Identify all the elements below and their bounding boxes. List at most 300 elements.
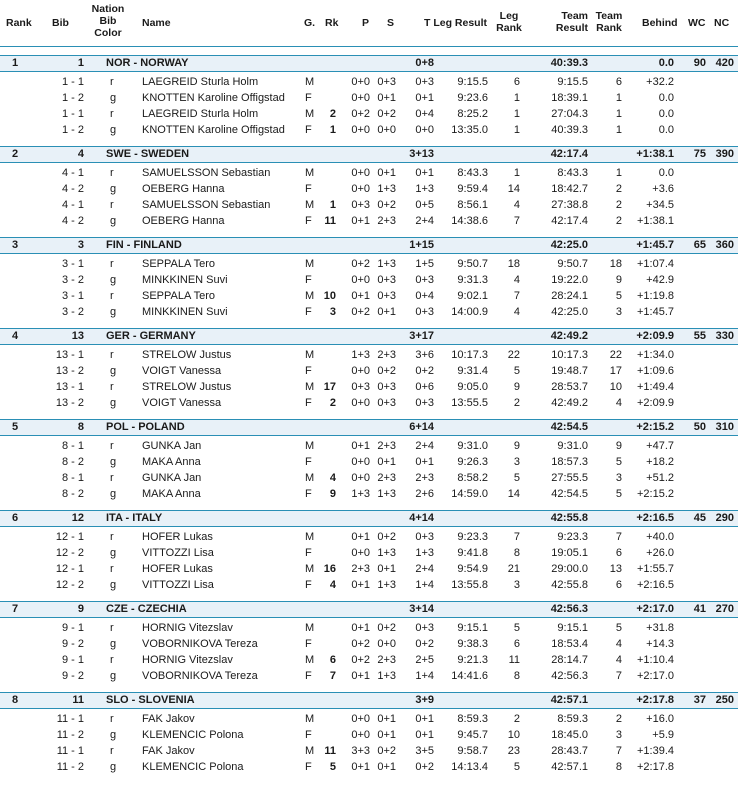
leg-rank: 8 [513,670,520,682]
team-cumulative-rank: 18 [609,258,622,270]
standing-shooting: 0+2 [377,365,396,377]
standing-shooting: 0+1 [377,563,396,575]
leg-time: 9:31.4 [457,365,488,377]
team-cumulative-result: 18:39.1 [551,92,588,104]
leg-bib-color: r [110,349,114,361]
team-cumulative-rank: 2 [615,215,622,227]
standing-shooting: 2+3 [377,440,396,452]
leg-time: 9:26.3 [457,456,488,468]
leg-bib: 1 - 1 [61,108,84,120]
team-cumulative-rank: 3 [615,306,622,318]
team-cumulative-result: 42:57.1 [551,761,588,773]
leg-bib-color: g [110,274,117,286]
athlete-name: HORNIG Vitezslav [142,654,233,666]
leg-bib: 3 - 2 [61,274,84,286]
prone-shooting: 0+0 [351,713,370,725]
team-penalties-total: 0+8 [415,57,434,69]
leg-penalties-total: 2+3 [415,472,434,484]
team-cumulative-rank: 9 [615,440,622,452]
leg-row [0,529,738,545]
leg-row [0,197,738,213]
team-nation: ITA - ITALY [106,512,163,524]
team-penalties-total: 4+14 [409,512,434,524]
leg-bib: 12 - 2 [55,579,84,591]
athlete-name: KNOTTEN Karoline Offigstad [142,124,285,136]
team-result: 42:55.8 [550,512,588,524]
athlete-gender: M [305,108,315,120]
leg-behind: +2:09.9 [636,397,674,409]
leg-bib: 1 - 1 [61,76,84,88]
athlete-gender: M [305,622,315,634]
team-cumulative-rank: 3 [615,729,622,741]
leg-bib-color: g [110,761,117,773]
leg-bib-color: r [110,108,114,120]
header-nc: NC [714,17,730,29]
header-rk: Rk [325,17,339,29]
team-result: 42:49.2 [550,330,588,342]
team-cumulative-result: 27:38.8 [551,199,588,211]
athlete-name: SAMUELSSON Sebastian [142,199,271,211]
leg-rank: 4 [513,274,520,286]
athlete-name: VITTOZZI Lisa [142,547,214,559]
leg-rank: 4 [513,306,520,318]
leg-row [0,106,738,122]
leg-time: 9:15.1 [457,622,488,634]
prone-shooting: 0+1 [351,579,370,591]
athlete-name: KLEMENCIC Polona [142,729,244,741]
leg-rank: 3 [513,456,520,468]
prone-shooting: 0+0 [351,124,370,136]
prone-shooting: 0+1 [351,440,370,452]
leg-time: 9:59.4 [457,183,488,195]
team-cumulative-result: 9:15.1 [557,622,588,634]
athlete-name: VOBORNIKOVA Tereza [142,638,258,650]
team-cumulative-result: 18:53.4 [551,638,588,650]
athlete-name: STRELOW Justus [142,381,232,393]
team-penalties-total: 1+15 [409,239,434,251]
team-cumulative-result: 18:57.3 [551,456,588,468]
leg-rank: 2 [513,713,520,725]
team-wc-points: 65 [693,239,706,251]
leg-rank: 5 [513,365,520,377]
leg-row [0,395,738,411]
team-cumulative-rank: 22 [609,349,622,361]
leg-bib-color: g [110,456,117,468]
leg-penalties-total: 0+3 [415,397,434,409]
header-prone: P [362,17,370,29]
header-bib: Bib [52,17,69,29]
athlete-gender: M [305,199,315,211]
leg-bib-color: g [110,638,117,650]
leg-bib-color: r [110,531,114,543]
leg-rk: 4 [329,472,336,484]
team-bib: 13 [71,330,84,342]
team-behind: 0.0 [658,57,674,69]
leg-behind: +1:10.4 [636,654,674,666]
team-cumulative-rank: 10 [609,381,622,393]
team-nc-points: 330 [715,330,734,342]
team-behind: +2:16.5 [636,512,674,524]
leg-bib-color: g [110,579,117,591]
team-cumulative-rank: 6 [615,76,622,88]
leg-rank: 9 [513,381,520,393]
team-rank: 8 [12,694,19,706]
leg-penalties-total: 0+6 [415,381,434,393]
leg-rank: 5 [513,472,520,484]
leg-rk: 10 [323,290,336,302]
standing-shooting: 0+3 [377,381,396,393]
team-cumulative-rank: 17 [609,365,622,377]
leg-bib: 4 - 1 [61,199,84,211]
team-rank: 5 [12,421,19,433]
athlete-gender: M [305,381,315,393]
leg-bib: 11 - 1 [56,745,84,757]
leg-time: 14:38.6 [451,215,488,227]
standing-shooting: 0+2 [377,199,396,211]
leg-penalties-total: 0+1 [415,456,434,468]
team-bib: 8 [77,421,84,433]
standing-shooting: 0+1 [377,761,396,773]
team-cumulative-result: 8:43.3 [557,167,588,179]
team-rank: 2 [12,148,19,160]
standing-shooting: 0+1 [377,306,396,318]
team-penalties-total: 3+13 [409,148,434,160]
leg-penalties-total: 0+2 [415,365,434,377]
team-nc-points: 390 [715,148,734,160]
team-behind: +2:17.0 [636,603,674,615]
team-cumulative-result: 28:53.7 [551,381,588,393]
team-result: 40:39.3 [550,57,588,69]
header-team-result: Team Result [555,10,588,34]
leg-rank: 23 [507,745,520,757]
standing-shooting: 0+1 [377,713,396,725]
leg-bib-color: g [110,729,117,741]
standing-shooting: 0+1 [377,167,396,179]
prone-shooting: 3+3 [351,745,370,757]
results-header [0,0,738,47]
prone-shooting: 1+3 [351,488,370,500]
leg-rank: 8 [513,547,520,559]
team-cumulative-rank: 1 [615,124,622,136]
athlete-name: KNOTTEN Karoline Offigstad [142,92,285,104]
team-cumulative-rank: 2 [615,713,622,725]
team-cumulative-result: 28:14.7 [551,654,588,666]
leg-bib-color: r [110,381,114,393]
team-cumulative-result: 18:42.7 [551,183,588,195]
team-nc-points: 360 [715,239,734,251]
leg-rank: 9 [513,440,520,452]
leg-rank: 3 [513,579,520,591]
leg-rk: 6 [329,654,336,666]
leg-penalties-total: 0+5 [415,199,434,211]
leg-behind: +5.9 [652,729,674,741]
team-cumulative-result: 9:15.5 [557,76,588,88]
leg-bib-color: g [110,547,117,559]
leg-behind: +2:16.5 [636,579,674,591]
leg-bib: 3 - 1 [61,290,84,302]
leg-bib-color: g [110,306,117,318]
leg-bib: 8 - 2 [61,488,84,500]
team-behind: +2:17.8 [636,694,674,706]
standing-shooting: 0+0 [377,124,396,136]
leg-rank: 7 [513,290,520,302]
leg-time: 9:15.5 [457,76,488,88]
team-cumulative-result: 9:31.0 [557,440,588,452]
leg-time: 13:55.5 [451,397,488,409]
team-cumulative-rank: 3 [615,472,622,484]
athlete-name: HOFER Lukas [142,563,213,575]
leg-time: 9:05.0 [457,381,488,393]
prone-shooting: 0+0 [351,183,370,195]
leg-behind: 0.0 [658,108,674,120]
leg-behind: +34.5 [646,199,674,211]
leg-bib-color: r [110,290,114,302]
prone-shooting: 1+3 [351,349,370,361]
team-cumulative-rank: 4 [615,397,622,409]
leg-rank: 14 [507,488,520,500]
athlete-gender: F [305,215,312,227]
leg-behind: +26.0 [646,547,674,559]
team-wc-points: 41 [693,603,706,615]
team-penalties-total: 3+9 [415,694,434,706]
leg-penalties-total: 0+2 [415,638,434,650]
leg-penalties-total: 3+6 [415,349,434,361]
athlete-name: SEPPALA Tero [142,258,215,270]
standing-shooting: 2+3 [377,654,396,666]
prone-shooting: 0+0 [351,167,370,179]
team-cumulative-result: 42:56.3 [551,670,588,682]
athlete-gender: F [305,761,312,773]
leg-rk: 16 [323,563,336,575]
athlete-gender: M [305,258,315,270]
athlete-name: VOIGT Vanessa [142,397,222,409]
leg-bib: 4 - 1 [61,167,84,179]
team-penalties-total: 6+14 [409,421,434,433]
standing-shooting: 2+3 [377,349,396,361]
team-cumulative-result: 42:54.5 [551,488,588,500]
leg-bib-color: r [110,440,114,452]
leg-row [0,454,738,470]
leg-bib: 11 - 2 [56,761,84,773]
leg-penalties-total: 0+3 [415,306,434,318]
leg-behind: +18.2 [646,456,674,468]
leg-bib: 11 - 1 [56,713,84,725]
leg-behind: +42.9 [646,274,674,286]
leg-rank: 21 [507,563,520,575]
team-nc-points: 270 [715,603,734,615]
leg-bib: 1 - 2 [61,124,84,136]
team-cumulative-result: 9:50.7 [557,258,588,270]
leg-bib-color: r [110,622,114,634]
leg-penalties-total: 0+3 [415,76,434,88]
team-penalties-total: 3+17 [409,330,434,342]
leg-time: 14:13.4 [451,761,488,773]
standing-shooting: 1+3 [377,579,396,591]
athlete-name: FAK Jakov [142,745,195,757]
leg-behind: +2:17.0 [636,670,674,682]
athlete-name: OEBERG Hanna [142,183,225,195]
header-nation-bib-color: Nation Bib Color [91,3,125,39]
leg-bib: 8 - 2 [61,456,84,468]
leg-time: 9:23.3 [457,531,488,543]
leg-penalties-total: 1+5 [415,258,434,270]
athlete-name: MINKKINEN Suvi [142,306,228,318]
leg-rank: 2 [513,397,520,409]
leg-rank: 1 [513,108,520,120]
prone-shooting: 0+1 [351,531,370,543]
leg-time: 8:59.3 [457,713,488,725]
leg-penalties-total: 0+3 [415,531,434,543]
leg-row [0,90,738,106]
athlete-name: MINKKINEN Suvi [142,274,228,286]
team-row [0,692,738,709]
athlete-gender: M [305,531,315,543]
team-bib: 3 [77,239,84,251]
leg-behind: +2:15.2 [636,488,674,500]
leg-row [0,272,738,288]
athlete-gender: F [305,397,312,409]
leg-behind: 0.0 [658,167,674,179]
prone-shooting: 0+1 [351,622,370,634]
standing-shooting: 2+3 [377,215,396,227]
leg-bib-color: g [110,365,117,377]
leg-rk: 1 [329,124,336,136]
leg-time: 14:41.6 [451,670,488,682]
leg-row [0,165,738,181]
athlete-name: HORNIG Vitezslav [142,622,233,634]
leg-rk: 2 [329,108,336,120]
leg-behind: +1:45.7 [636,306,674,318]
leg-penalties-total: 3+5 [415,745,434,757]
standing-shooting: 0+3 [377,274,396,286]
leg-penalties-total: 0+1 [415,713,434,725]
leg-rk: 7 [329,670,336,682]
leg-time: 9:41.8 [457,547,488,559]
leg-rank: 1 [513,124,520,136]
athlete-gender: F [305,547,312,559]
leg-rank: 7 [513,531,520,543]
standing-shooting: 0+2 [377,531,396,543]
team-nation: CZE - CZECHIA [106,603,187,615]
leg-rk: 1 [329,199,336,211]
leg-time: 14:00.9 [451,306,488,318]
standing-shooting: 0+2 [377,622,396,634]
leg-rank: 1 [513,167,520,179]
leg-rank: 1 [513,92,520,104]
prone-shooting: 2+3 [351,563,370,575]
team-cumulative-rank: 4 [615,638,622,650]
team-cumulative-result: 19:48.7 [551,365,588,377]
leg-time: 8:58.2 [457,472,488,484]
leg-time: 9:54.9 [457,563,488,575]
header-t-leg-result: T Leg Result [424,17,488,29]
leg-time: 13:55.8 [451,579,488,591]
leg-rk: 11 [324,215,336,227]
team-row [0,328,738,345]
leg-penalties-total: 0+4 [415,108,434,120]
team-result: 42:17.4 [550,148,588,160]
team-cumulative-result: 19:05.1 [551,547,588,559]
leg-penalties-total: 1+4 [415,670,434,682]
leg-rank: 6 [513,76,520,88]
leg-penalties-total: 1+4 [415,579,434,591]
prone-shooting: 0+0 [351,92,370,104]
athlete-name: LAEGREID Sturla Holm [142,76,259,88]
prone-shooting: 0+2 [351,258,370,270]
prone-shooting: 0+3 [351,381,370,393]
header-behind: Behind [642,17,678,29]
leg-bib-color: r [110,563,114,575]
standing-shooting: 0+3 [377,397,396,409]
athlete-gender: F [305,729,312,741]
team-cumulative-rank: 8 [615,761,622,773]
leg-penalties-total: 0+1 [415,167,434,179]
team-rank: 4 [12,330,19,342]
team-row [0,601,738,618]
leg-row [0,74,738,90]
leg-row [0,759,738,775]
leg-behind: 0.0 [658,92,674,104]
team-bib: 9 [77,603,84,615]
leg-behind: +1:09.6 [636,365,674,377]
leg-behind: +31.8 [646,622,674,634]
leg-bib: 13 - 2 [55,397,84,409]
leg-row [0,181,738,197]
leg-row [0,363,738,379]
leg-bib-color: r [110,167,114,179]
leg-penalties-total: 0+2 [415,761,434,773]
leg-penalties-total: 2+4 [415,215,434,227]
leg-bib: 4 - 2 [61,215,84,227]
team-nation: POL - POLAND [106,421,185,433]
leg-behind: +40.0 [646,531,674,543]
leg-time: 14:59.0 [451,488,488,500]
athlete-name: FAK Jakov [142,713,195,725]
leg-bib: 9 - 2 [61,670,84,682]
leg-row [0,379,738,395]
leg-row [0,347,738,363]
team-row [0,146,738,163]
team-cumulative-rank: 5 [615,622,622,634]
team-wc-points: 45 [693,512,706,524]
standing-shooting: 0+2 [377,108,396,120]
leg-bib: 9 - 1 [61,622,84,634]
team-cumulative-rank: 7 [615,531,622,543]
leg-behind: +1:55.7 [636,563,674,575]
prone-shooting: 0+2 [351,654,370,666]
leg-behind: +14.3 [646,638,674,650]
athlete-name: STRELOW Justus [142,349,232,361]
team-cumulative-rank: 1 [615,167,622,179]
leg-time: 13:35.0 [451,124,488,136]
athlete-name: VOIGT Vanessa [142,365,222,377]
leg-penalties-total: 0+3 [415,622,434,634]
team-cumulative-result: 42:17.4 [551,215,588,227]
leg-bib-color: g [110,397,117,409]
team-bib: 1 [77,57,84,69]
prone-shooting: 0+0 [351,456,370,468]
leg-row [0,668,738,684]
athlete-name: OEBERG Hanna [142,215,225,227]
leg-bib: 4 - 2 [61,183,84,195]
leg-row [0,743,738,759]
header-standing: S [387,17,395,29]
team-result: 42:57.1 [550,694,588,706]
leg-row [0,652,738,668]
team-cumulative-rank: 7 [615,670,622,682]
standing-shooting: 1+3 [377,258,396,270]
team-cumulative-rank: 2 [615,183,622,195]
